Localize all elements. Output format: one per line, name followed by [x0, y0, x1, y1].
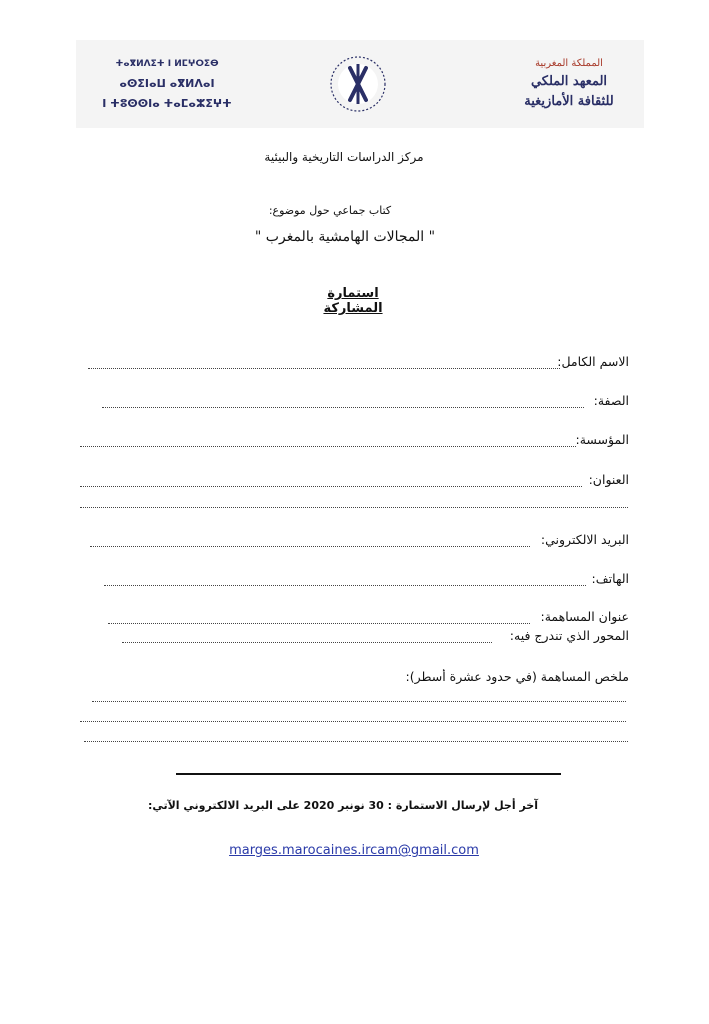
- tifinagh-line-3: ⵏ ⵜⵓⵙⵙⵏⴰ ⵜⴰⵎⴰⵣⵉⵖⵜ: [102, 97, 232, 110]
- axis-line[interactable]: [122, 642, 492, 643]
- deadline-text: آخر أجل لإرسال الاستمارة : 30 نونبر 2020 على البريد الالكتروني الآتي:: [147, 799, 538, 812]
- capacity-line[interactable]: [102, 407, 584, 408]
- letterhead: [76, 40, 644, 128]
- address-line-2[interactable]: [80, 507, 628, 508]
- contribution-title-label: عنوان المساهمة:: [540, 609, 629, 624]
- tifinagh-line-1: ⵜⴰⴳⵍⴷⵉⵜ ⵏ ⵍⵎⵖⵔⵉⴱ: [115, 59, 219, 69]
- email-label: البريد الالكتروني:: [540, 532, 629, 547]
- form-title: استمارة المشاركة: [323, 286, 383, 316]
- full-name-label: الاسم الكامل:: [557, 354, 629, 369]
- tifinagh-line-2: ⴰⵙⵉⵏⴰⵡ ⴰⴳⵍⴷⴰⵏ: [119, 77, 215, 90]
- separator-rule: [176, 773, 561, 775]
- arabic-institution-name: [494, 56, 644, 112]
- summary-line-2[interactable]: [80, 721, 626, 722]
- institution-line[interactable]: [80, 446, 576, 447]
- summary-line-1[interactable]: [92, 701, 626, 702]
- address-label: العنوان:: [588, 472, 629, 487]
- address-line-1[interactable]: [80, 486, 582, 487]
- summary-line-3[interactable]: [84, 741, 628, 742]
- arabic-line-3: للثقافة الأمازيغية: [524, 94, 614, 109]
- arabic-line-2: المعهد الملكي: [530, 74, 608, 89]
- email-line[interactable]: [90, 546, 530, 547]
- capacity-label: الصفة:: [593, 393, 629, 408]
- contribution-title-line[interactable]: [108, 623, 530, 624]
- contact-email-link[interactable]: marges.marocaines.ircam@gmail.com: [229, 843, 479, 858]
- summary-label: ملخص المساهمة (في حدود عشرة أسطر):: [405, 669, 629, 684]
- phone-label: الهاتف:: [591, 571, 629, 586]
- axis-label: المحور الذي تندرج فيه:: [509, 628, 629, 643]
- topic-line: " المجالات الهامشية بالمغرب ": [254, 229, 436, 245]
- tifinagh-institution-name: [102, 54, 232, 114]
- book-line: كتاب جماعي حول موضوع:: [268, 204, 392, 217]
- center-title: مركز الدراسات التاريخية والبيئية: [264, 150, 424, 164]
- full-name-line[interactable]: [88, 368, 560, 369]
- institution-label: المؤسسة:: [575, 432, 629, 447]
- ircam-logo: [328, 54, 388, 114]
- phone-line[interactable]: [104, 585, 586, 586]
- arabic-line-1: المملكة المغربية: [535, 58, 603, 69]
